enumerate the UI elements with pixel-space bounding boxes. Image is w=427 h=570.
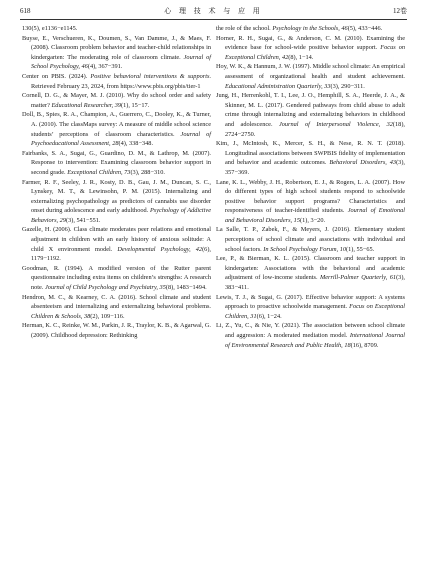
reference-text: (5), 433−446. xyxy=(347,25,383,32)
reference-text: (8), 1483−1494. xyxy=(165,284,207,292)
reference-source: Exceptional Children, 73 xyxy=(67,168,131,176)
reference-source: Focus on Exceptional Children, 42 xyxy=(225,44,405,61)
reference-text: Hendron, M. C., & Kearney, C. A. (2016). School climate and student absenteeism and internalizing and externalizing behavioral problems. xyxy=(22,293,211,311)
references-left-column xyxy=(22,24,211,341)
reference-source: Behavioral Disorders, 43 xyxy=(329,159,397,167)
reference-entry xyxy=(22,34,211,72)
reference-entry xyxy=(216,225,405,254)
reference-text: (1), 3−20. xyxy=(299,216,326,224)
reference-text: (1), 15−17. xyxy=(121,101,150,109)
reference-entry xyxy=(22,225,211,263)
reference-text: Center on PBIS. (2024). xyxy=(22,72,91,80)
running-header xyxy=(20,4,407,18)
reference-entry xyxy=(216,321,405,350)
reference-text: Gazelle, H. (2006). Class climate moderates peer relations and emotional adjustment in children with an early history of anxious solitude: A child X environment model. xyxy=(22,226,211,253)
reference-text: (3), 541−551. xyxy=(65,216,101,224)
reference-source: Positive behavioral interventions & supports xyxy=(90,72,210,80)
journal-title: 心 理 技 术 与 应 用 xyxy=(164,7,263,15)
reference-entry xyxy=(22,24,211,34)
reference-text: La Salle, T. P., Zabek, F., & Meyers, J. (2016). Elementary student perceptions of school climate and associations with individual and school factors. xyxy=(216,226,405,253)
reference-entry xyxy=(216,139,405,177)
reference-source: Educational Administration Quarterly, 33 xyxy=(225,82,331,90)
reference-text: Buyse, E., Verschueren, K., Doumen, S., Van Damme, J., & Maes, F. (2008). Classroom problem behavior and teacher-child relationships in kindergarten: The moderating role of classroom climate. xyxy=(22,34,211,61)
reference-text: Fairbanks, S. A., Sugai, G., Guardino, D. M., & Lathrop, M. (2007). Response to intervention: Examining classroom behavior support in second grade. xyxy=(22,149,211,176)
reference-entry xyxy=(216,62,405,91)
reference-text: Kim, J., McIntosh, K., Mercer, S. H., & Nese, R. N. T. (2018). Longitudinal associations between SWPBIS fidelity of implementation and behavior and academic outcomes. xyxy=(216,140,405,167)
reference-entry xyxy=(22,91,211,110)
reference-text: Lane, K. L., Webby, J. H., Robertson, E. J., & Rogers, L. A. (2007). How do different types of high school students respond to schoolwide positive behavior support programs? Characteristics and responsiveness of teacher-identified students. xyxy=(216,178,405,215)
reference-entry xyxy=(22,178,211,226)
reference-text: Lee, P., & Bierman, K. L. (2015). Classroom and teacher support in kindergarten: Associations with the behavioral and academic adjustment of low-income students. xyxy=(216,255,405,282)
reference-text: (16), 8709. xyxy=(350,341,379,349)
volume-label: 12卷 xyxy=(393,7,407,15)
reference-text: (6), 1−24. xyxy=(256,312,282,320)
reference-entry xyxy=(22,110,211,148)
reference-text: (3), 357−369. xyxy=(225,159,405,176)
reference-text: Li, Z., Yu, C., & Nie, Y. (2021). The association between school climate and aggression: A moderated mediation model. xyxy=(216,322,405,339)
reference-source: Developmental Psychology, 42 xyxy=(117,245,203,253)
reference-text: (8), 1−14. xyxy=(288,53,314,61)
reference-text: . Retrieved February 23, 2024, from https://www.pbis.org/pbis/tier-1 xyxy=(31,72,211,90)
reference-entry xyxy=(216,24,405,34)
reference-text: Herman, K. C., Reinke, W. M., Parkin, J. R., Traylor, K. B., & Agarwal, G. (2009). Childhood depression: Rethinking xyxy=(22,322,211,339)
reference-entry xyxy=(22,321,211,340)
reference-text: (18), 2724−2750. xyxy=(225,120,405,138)
page-number: 618 xyxy=(20,7,31,15)
reference-text: (3), 288−310. xyxy=(130,168,165,176)
reference-entry xyxy=(22,149,211,178)
reference-source: International Journal of Environmental Research and Public Health, 18 xyxy=(225,332,406,349)
reference-source: Journal of Psychoeducational Assessment, 28 xyxy=(31,130,212,148)
reference-source: Children & Schools, 38 xyxy=(31,312,91,320)
reference-source: Journal of School Psychology, 46 xyxy=(31,53,212,71)
reference-text: (3), 383−411. xyxy=(225,274,405,292)
reference-entry xyxy=(216,293,405,322)
reference-text: (4), 338−348. xyxy=(118,140,154,148)
reference-entry xyxy=(22,293,211,322)
reference-source: Psychology of Addictive Behaviors, 29 xyxy=(31,207,211,224)
reference-text: (1), 55−65. xyxy=(346,245,375,253)
reference-text: (4), 367−391. xyxy=(87,63,123,71)
reference-entry xyxy=(216,34,405,63)
reference-text: Cornell, D. G., & Mayer, M. J. (2010). Why do school order and safety matter? xyxy=(22,92,211,109)
reference-text: the role of the school. xyxy=(216,25,273,32)
references-right-column xyxy=(216,24,405,350)
reference-text: Hoy, W. K., & Hannum, J. W. (1997). Middle school climate: An empirical assessment of organizational health and student achievement. xyxy=(216,63,405,80)
reference-entry xyxy=(216,91,405,139)
reference-text: Horner, R. H., Sugai, G., & Anderson, C. M. (2010). Examining the evidence base for school-wide positive behavior support. xyxy=(216,34,405,52)
reference-text: 130(5), e1136−e1145. xyxy=(22,25,78,32)
reference-text: (6), 1179−1192. xyxy=(31,245,211,263)
reference-text: Goodman, R. (1994). A modified version of the Rutter parent questionnaire including extra items on children’s strengths: A research note. xyxy=(22,264,211,292)
reference-source: Journal of Emotional and Behavioral Disorders, 15 xyxy=(225,207,405,224)
reference-text: (2), 109−116. xyxy=(90,312,125,320)
reference-entry xyxy=(22,72,211,91)
reference-text: (3), 290−311. xyxy=(330,82,365,90)
reference-source: Educational Researcher, 39 xyxy=(51,101,121,109)
reference-text: Farmer, R. F., Seeley, J. R., Kosty, D. B., Gau, J. M., Duncan, S. C., Lynskey, M. T., & Lewinsohn, P. M. (2015). Internalizing and externalizing psychopathology as predictors of cannabis use disorder onset during adolescence and early adulthood. xyxy=(22,178,211,215)
reference-text: Doll, B., Spies, R. A., Champion, A., Guerrero, C., Dooley, K., & Turner, A. (2010). The classMaps survey: A measure of middle school science students’ perceptions of classroom characteristics. xyxy=(22,111,211,138)
reference-source: Merrill-Palmer Quarterly, 61 xyxy=(319,274,397,282)
reference-entry xyxy=(216,178,405,226)
reference-source: Focus on Exceptional Children, 31 xyxy=(225,303,405,320)
reference-entry xyxy=(216,254,405,292)
reference-source: Psychology in the Schools, 46 xyxy=(272,25,348,32)
reference-text: Lewis, T. J., & Sugai, G. (2017). Effective behavior support: A systems approach to proactive schoolwide management. xyxy=(216,293,405,311)
reference-entry xyxy=(22,264,211,293)
reference-source: In School Psychology Forum, 10 xyxy=(263,245,347,253)
reference-text: Jung, H., Herrenkohl, T. I., Lee, J. O., Hemphill, S. A., Heerde, J. A., & Skinner, M. L. (2017). Gendered pathways from child abuse to adult crime through internalizing and externalizing behaviors in childhood and adolescence. xyxy=(216,92,405,128)
reference-source: Journal of Interpersonal Violence, 32 xyxy=(278,120,393,128)
header-rule xyxy=(20,19,407,20)
reference-source: Journal of Child Psychology and Psychiatry, 35 xyxy=(45,284,166,292)
